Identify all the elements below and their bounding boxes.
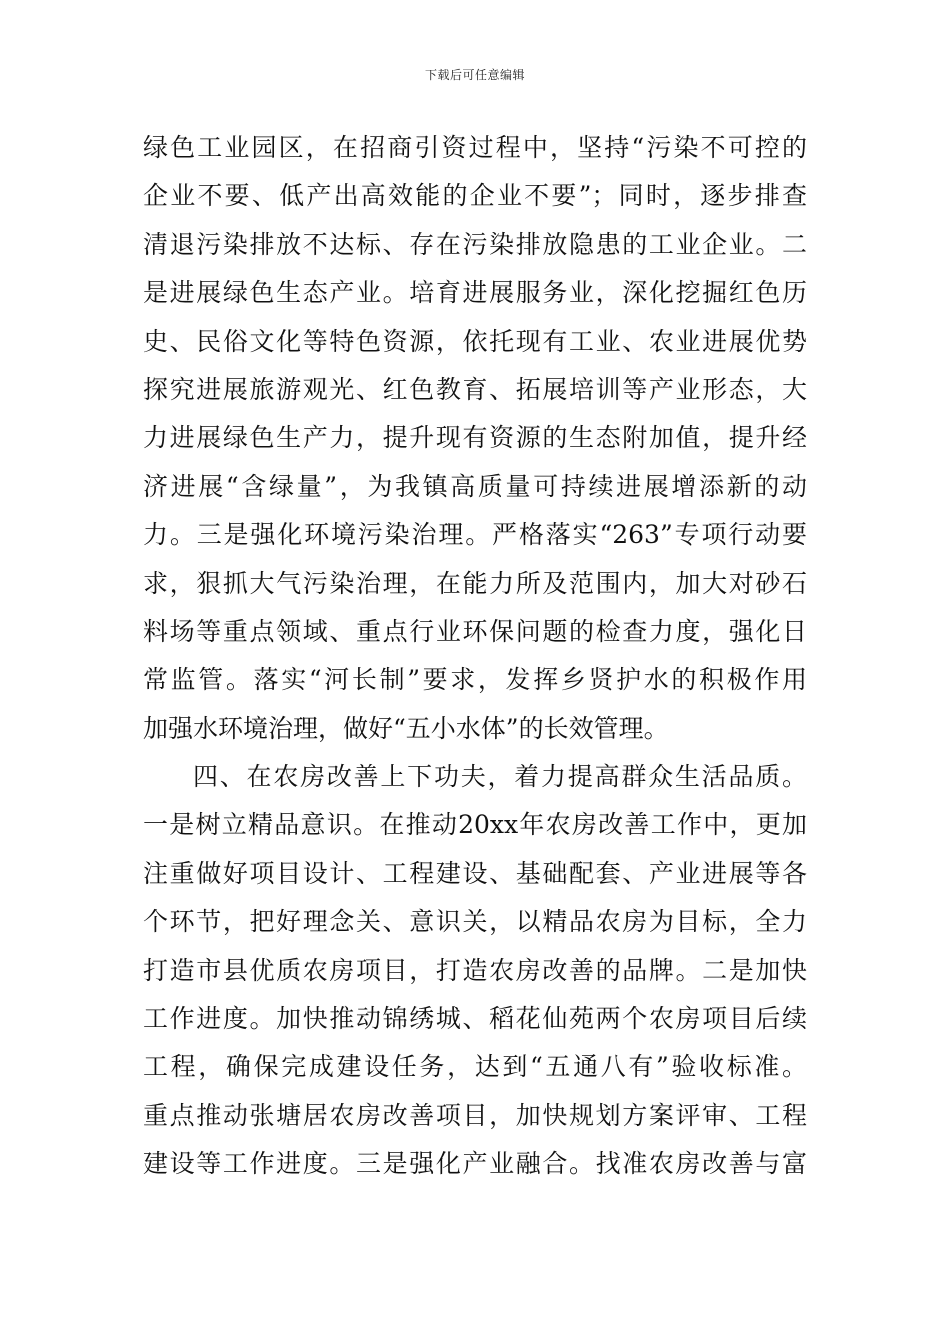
text-line: 打造市县优质农房项目，打造农房改善的品牌。二是加快 <box>143 955 807 985</box>
paragraph-last-line: 加强水环境治理，做好“五小水体”的长效管理。 <box>143 713 669 743</box>
text-line: 企业不要、低产出高效能的企业不要”；同时，逐步排查 <box>143 181 807 211</box>
text-line: 工作进度。加快推动锦绣城、稻花仙苑两个农房项目后续 <box>143 1004 807 1034</box>
text-line: 清退污染排放不达标、存在污染排放隐患的工业企业。二 <box>143 229 807 259</box>
text-line: 常监管。落实“河长制”要求，发挥乡贤护水的积极作用 <box>143 665 807 695</box>
text-line: 注重做好项目设计、工程建设、基础配套、产业进展等各 <box>143 858 807 888</box>
text-line: 求，狠抓大气污染治理，在能力所及范围内，加大对砂石 <box>143 568 807 598</box>
text-line: 重点推动张塘居农房改善项目，加快规划方案评审、工程 <box>143 1100 807 1130</box>
text-line: 力。三是强化环境污染治理。严格落实“263”专项行动要 <box>143 520 807 550</box>
text-line: 力进展绿色生产力，提升现有资源的生态附加值，提升经 <box>143 423 807 453</box>
text-line: 料场等重点领域、重点行业环保问题的检查力度，强化日 <box>143 616 807 646</box>
text-line: 绿色工业园区，在招商引资过程中，坚持“污染不可控的 <box>143 133 807 162</box>
text-line: 建设等工作进度。三是强化产业融合。找准农房改善与富 <box>143 1149 807 1179</box>
section-heading-line: 四、在农房改善上下功夫，着力提高群众生活品质。 <box>193 762 807 792</box>
text-line: 史、民俗文化等特色资源，依托现有工业、农业进展优势 <box>143 326 807 356</box>
text-line: 个环节，把好理念关、意识关，以精品农房为目标，全力 <box>143 907 807 937</box>
text-line: 一是树立精品意识。在推动20xx年农房改善工作中，更加 <box>143 810 807 840</box>
document-body <box>143 124 807 1189</box>
page-header: 下载后可任意编辑 <box>424 68 525 82</box>
text-line: 济进展“含绿量”，为我镇高质量可持续进展增添新的动 <box>143 471 807 501</box>
text-line: 工程，确保完成建设任务，达到“五通八有”验收标准。 <box>143 1052 807 1082</box>
text-line: 是进展绿色生态产业。培育进展服务业，深化挖掘红色历 <box>143 278 807 308</box>
text-line: 探究进展旅游观光、红色教育、拓展培训等产业形态，大 <box>143 374 807 404</box>
